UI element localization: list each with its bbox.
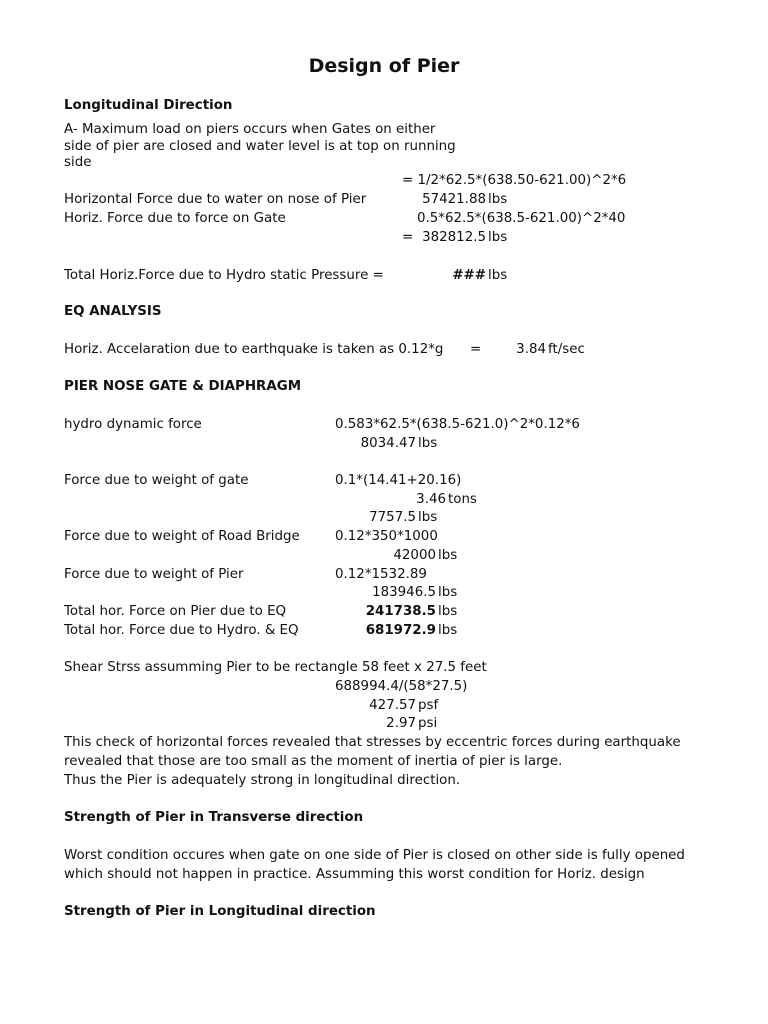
intro-line-1: A- Maximum load on piers occurs when Gates on either: [64, 122, 436, 137]
hd-force-unit: lbs: [418, 436, 438, 451]
gate-force-value: 382812.5: [422, 230, 486, 245]
section-heading-longitudinal: Longitudinal Direction: [64, 98, 233, 113]
transverse-line-2: which should not happen in practice. Assumming this worst condition for Horiz. design: [64, 867, 645, 882]
section-heading-longitudinal-strength: Strength of Pier in Longitudinal direction: [64, 904, 376, 919]
gate-result-prefix: =: [402, 230, 414, 245]
total-eq-label: Total hor. Force on Pier due to EQ: [64, 604, 287, 619]
shear-label: Shear Strss assumming Pier to be rectangle 58 feet x 27.5 feet: [64, 660, 487, 675]
pier-weight-label: Force due to weight of Pier: [64, 567, 244, 582]
gate-weight-lbs-unit: lbs: [418, 510, 438, 525]
hd-force-label: hydro dynamic force: [64, 417, 202, 432]
nose-force-value: 57421.88: [422, 192, 486, 207]
conclusion-line-3: Thus the Pier is adequately strong in longitudinal direction.: [64, 773, 461, 788]
pier-weight-unit: lbs: [438, 585, 458, 600]
section-heading-eq: EQ ANALYSIS: [64, 304, 162, 319]
gate-weight-tons: 3.46: [416, 492, 446, 507]
transverse-line-1-clip: [64, 848, 696, 866]
road-bridge-unit: lbs: [438, 548, 458, 563]
eq-accel-value: 3.84: [516, 342, 546, 357]
gate-weight-formula: 0.1*(14.41+20.16): [335, 473, 462, 488]
pier-weight-formula: 0.12*1532.89: [335, 567, 427, 582]
hydro-formula-1: = 1/2*62.5*(638.50-621.00)^2*6: [402, 173, 627, 188]
total-hydro-label: Total Horiz.Force due to Hydro static Pressure =: [64, 268, 384, 283]
shear-psf-unit: psf: [418, 698, 439, 713]
total-eq-value: 241738.5: [365, 604, 436, 619]
total-hydro-value: ###: [452, 268, 486, 283]
intro-line-1-clipped: [64, 122, 584, 138]
road-bridge-value: 42000: [393, 548, 436, 563]
gate-force-unit: lbs: [488, 230, 508, 245]
total-hydro-unit: lbs: [488, 268, 508, 283]
eq-accel-equals: =: [470, 342, 482, 357]
conclusion-line-1: This check of horizontal forces revealed that stresses by eccentric forces during earthquake: [64, 735, 681, 750]
gate-force-label: Horiz. Force due to force on Gate: [64, 211, 286, 226]
total-all-unit: lbs: [438, 623, 458, 638]
eq-accel-label: Horiz. Accelaration due to earthquake is taken as 0.12*g: [64, 342, 444, 357]
intro-line-2: side of pier are closed and water level is at top on running: [64, 139, 456, 154]
pier-weight-value: 183946.5: [372, 585, 436, 600]
page-title: Design of Pier: [308, 55, 460, 77]
road-bridge-formula: 0.12*350*1000: [335, 529, 438, 544]
gate-force-formula: 0.5*62.5*(638.5-621.00)^2*40: [417, 211, 626, 226]
shear-psi-unit: psi: [418, 716, 438, 731]
gate-weight-lbs: 7757.5: [369, 510, 416, 525]
hd-force-formula: 0.583*62.5*(638.5-621.0)^2*0.12*6: [335, 417, 580, 432]
hd-force-value: 8034.47: [360, 436, 416, 451]
total-eq-unit: lbs: [438, 604, 458, 619]
eq-accel-unit: ft/sec: [548, 342, 585, 357]
nose-force-label: Horizontal Force due to water on nose of Pier: [64, 192, 367, 207]
intro-line-3: side: [64, 155, 92, 170]
shear-psi-value: 2.97: [386, 716, 416, 731]
transverse-line-1: Worst condition occures when gate on one side of Pier is closed on other side is fully opened: [64, 848, 685, 863]
conclusion-line-2: revealed that those are too small as the moment of inertia of pier is large.: [64, 754, 563, 769]
total-all-value: 681972.9: [365, 623, 436, 638]
conclusion-line-1-clip: [64, 735, 696, 753]
gate-weight-label: Force due to weight of gate: [64, 473, 249, 488]
gate-weight-tons-unit: tons: [448, 492, 477, 507]
shear-psf-value: 427.57: [369, 698, 416, 713]
section-heading-transverse: Strength of Pier in Transverse direction: [64, 810, 364, 825]
road-bridge-label: Force due to weight of Road Bridge: [64, 529, 300, 544]
nose-force-unit: lbs: [488, 192, 508, 207]
shear-formula: 688994.4/(58*27.5): [335, 679, 468, 694]
total-all-label: Total hor. Force due to Hydro. & EQ: [64, 623, 299, 638]
section-heading-pier-nose: PIER NOSE GATE & DIAPHRAGM: [64, 379, 302, 394]
